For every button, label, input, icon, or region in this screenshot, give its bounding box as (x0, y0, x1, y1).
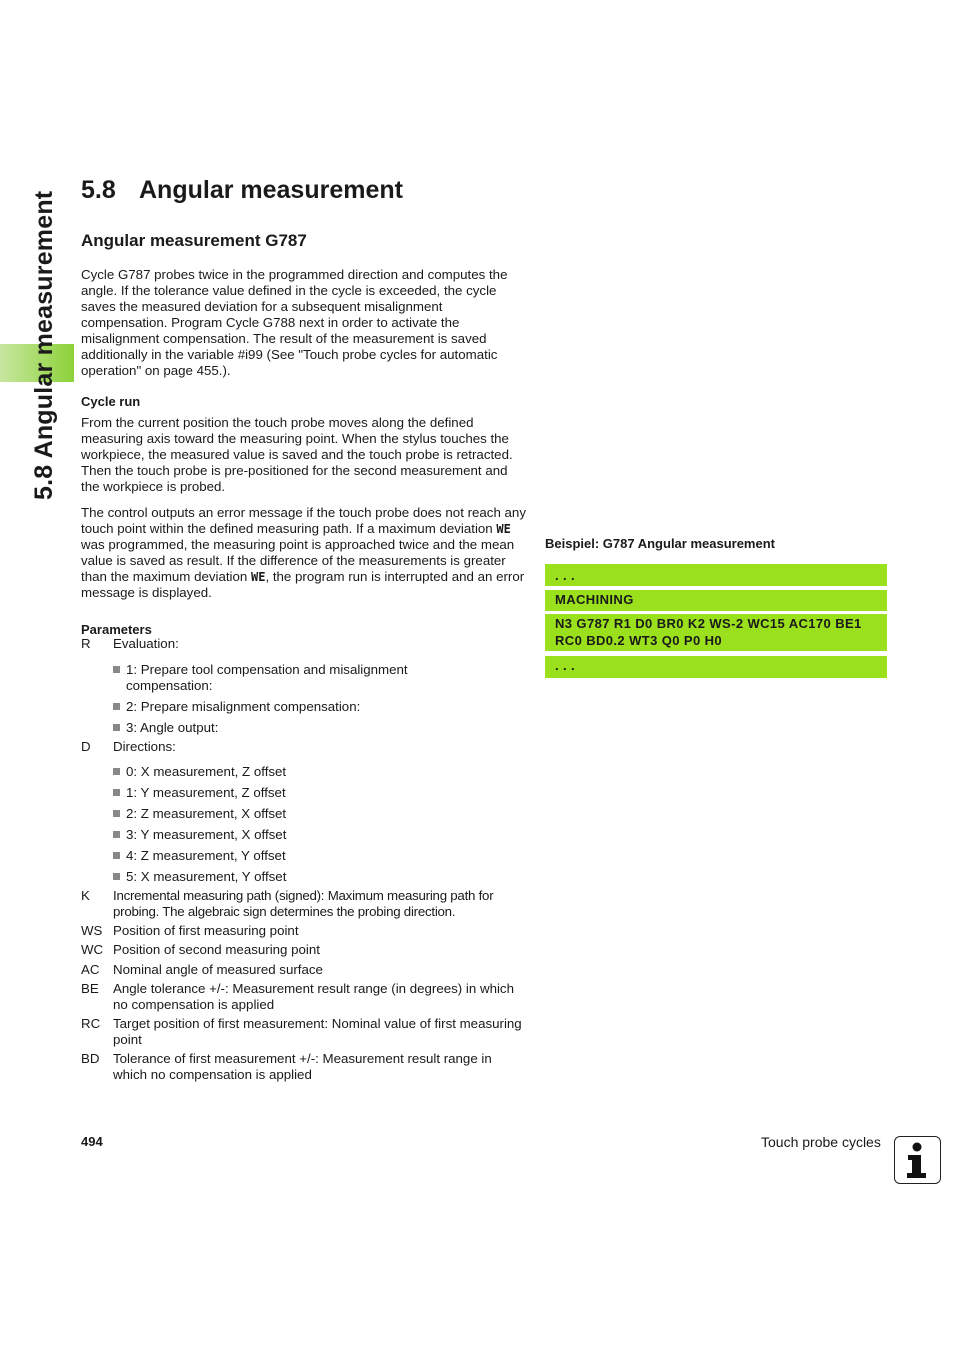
side-chapter-title: 5.8 Angular measurement (30, 190, 58, 500)
we-code: WE (251, 570, 266, 584)
info-glyph-icon (903, 1141, 931, 1179)
p2-text-a: The control outputs an error message if the touch probe does not reach any touch point within the defined measuring path. If a maximum deviation (81, 505, 526, 536)
param-key: D (81, 739, 91, 754)
list-item: 1: Y measurement, Z offset (113, 785, 443, 801)
list-item: 3: Y measurement, X offset (113, 827, 443, 843)
bullet-square-icon (113, 703, 120, 710)
example-title: Beispiel: G787 Angular measurement (545, 536, 775, 551)
bullet-square-icon (113, 724, 120, 731)
p2-text-b: was programmed, the measuring point is approached twice and the mean value is saved as result. If the difference of the measurements is greater than the maximum deviation (81, 537, 515, 584)
section-number: 5.8 (81, 176, 116, 204)
list-item: 4: Z measurement, Y offset (113, 848, 443, 864)
list-item: 5: X measurement, Y offset (113, 869, 443, 885)
cycle-run-paragraph-1: From the current position the touch probe moves along the defined measuring axis toward the measuring point. When the stylus touches the workpiece, the measured value is saved and the touch probe is retracted. Then the touch probe is pre-positioned for the second measurement and the workpiece is probed. (81, 415, 513, 494)
bullet-square-icon (113, 852, 120, 859)
page-number: 494 (81, 1134, 103, 1149)
intro-paragraph: Cycle G787 probes twice in the programmed direction and computes the angle. If the tolerance value defined in the cycle is exceeded, the cycle saves the measured deviation for a subsequent misalignment compensation. Program Cycle G788 next in order to activate the misalignment compensation. The result of the measurement is saved additionally in the variable #i99 (See "Touch probe cycles for automatic operation" on page 455.). (81, 267, 508, 378)
param-key: R (81, 636, 91, 651)
list-item: 2: Z measurement, X offset (113, 806, 443, 822)
bullet-square-icon (113, 789, 120, 796)
list-item: 3: Angle output: (113, 720, 443, 736)
section-title (81, 176, 403, 205)
bullet-square-icon (113, 831, 120, 838)
bullet-square-icon (113, 666, 120, 673)
subsection-title: Angular measurement G787 (81, 231, 307, 250)
parameters-heading: Parameters (81, 622, 152, 637)
bullet-square-icon (113, 873, 120, 880)
bullet-square-icon (113, 768, 120, 775)
cycle-run-paragraph-2 (81, 505, 529, 601)
p2-text-c: , the program run is interrupted and an error message is displayed. (81, 569, 525, 600)
section-title-text: Angular measurement (139, 176, 403, 204)
list-item: 0: X measurement, Z offset (113, 764, 443, 780)
param-desc: Directions: (113, 739, 176, 754)
list-item: 2: Prepare misalignment compensation: (113, 699, 443, 715)
footer-chapter: Touch probe cycles (761, 1134, 881, 1150)
we-code: WE (496, 522, 511, 536)
param-desc: Evaluation: (113, 636, 179, 651)
code-line: . . . (545, 656, 887, 678)
code-line: RC0 BD0.2 WT3 Q0 P0 H0 (555, 633, 723, 648)
code-line: . . . (545, 564, 887, 586)
code-line: N3 G787 R1 D0 BR0 K2 WS-2 WC15 AC170 BE1 (555, 616, 862, 631)
code-block (545, 614, 887, 651)
code-line: MACHINING (545, 590, 887, 611)
list-item: 1: Prepare tool compensation and misalignment compensation: (113, 662, 443, 694)
info-icon (894, 1136, 941, 1184)
cycle-run-heading: Cycle run (81, 394, 141, 409)
bullet-square-icon (113, 810, 120, 817)
